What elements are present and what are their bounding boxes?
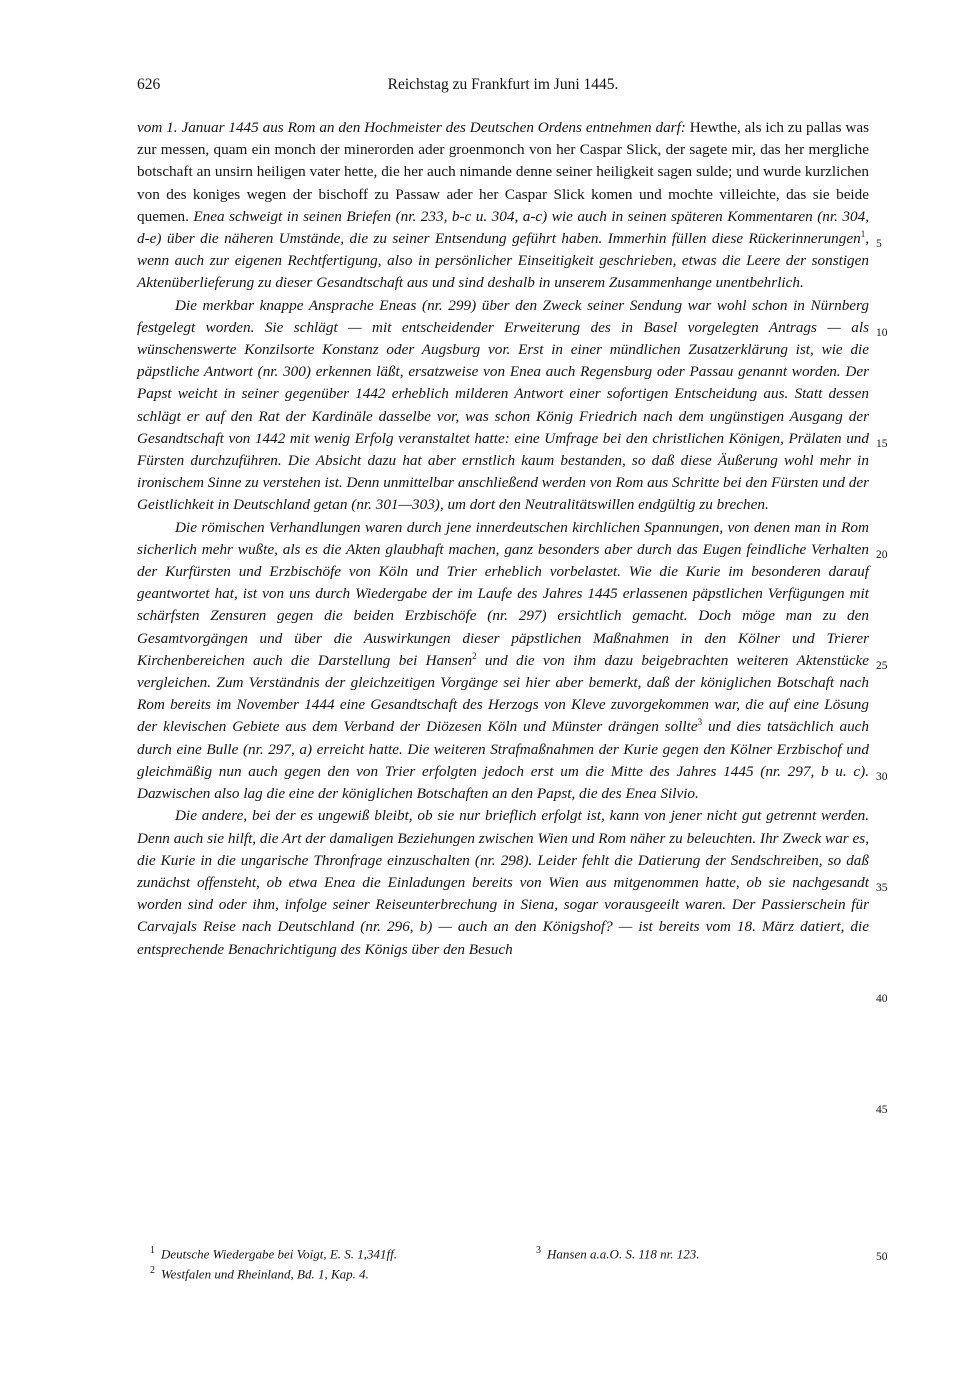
- line-number: 45: [876, 1104, 888, 1116]
- footnote-reference: 1: [860, 228, 866, 239]
- text-run: Die merkbar knappe Ansprache Eneas (nr. 299) über den Zweck seiner Sendung war wohl schon in Nürnberg festgelegt worden. Sie schlägt — mit entscheidender Erweiterung des in Basel vorgelegten Antrags — als wünschenswerte Konzilsorte Konstanz oder Augsburg vor. Erst in einer mündlichen Zusatzerklärung ist, wie die päpstliche Antwort (nr. 300) erkennen läßt, ersatzweise von Enea auch Regensburg oder Passau genannt worden. Der Papst weicht in seiner gegenüber 1442 erheblich milderen Antwort einer sofortigen Entscheidung aus. Statt dessen schlägt er auf den Rat der Kardinäle dasselbe vor, was schon König Friedrich nach dem ungünstigen Ausgang der Gesandtschaft von 1442 mit wenig Erfolg veranstaltet hatte: eine Umfrage bei den christlichen Königen, Prälaten und Fürsten durchzuführen. Die Absicht dazu hat aber ernstlich kaum bestanden, so daß diese Äußerung wohl mehr in ironischem Sinne zu verstehen ist. Denn unmittelbar anschließend werden von Rom aus Schritte bei den Fürsten und der Geistlichkeit in Deutschland getan (nr. 301—303), um dort den Neutralitätswillen endgültig zu brechen.: [137, 296, 869, 514]
- footnote-text: Hansen a.a.O. S. 118 nr. 123.: [547, 1246, 700, 1262]
- footnote-text: Westfalen und Rheinland, Bd. 1, Kap. 4.: [161, 1266, 369, 1282]
- line-number: 5: [876, 238, 882, 250]
- page-number: 626: [137, 76, 161, 93]
- text-run: Hewthe, als ich zu pallas was zur messen, quam ein monch der minerorden ader groenmonch von her Caspar Slick, der sagete mir, das her mergliche botschaft an unsirn heiligen vater hette, die her auch nimande denne seiner heiligkeit sagen sulde; und wurde kurzlichen von des koniges wegen der bischoff zu Passaw ader her Caspar Slick komen und mochte villeichte, das sie beide quemen.: [137, 119, 869, 225]
- footnote-reference: 3: [697, 717, 703, 728]
- text-run: , wenn auch zur eigenen Rechtfertigung, also in persönlicher Einseitigkeit geschrieben, etwas die Leere der sonstigen Aktenüberlieferung zu dieser Gesandtschaft aus und sind deshalb in unserem Zusammenhange unentbehrlich.: [137, 230, 869, 292]
- paragraph: [137, 117, 869, 295]
- line-number: 30: [876, 771, 888, 783]
- footnote-number: 2: [150, 1265, 155, 1276]
- running-header: [137, 76, 869, 100]
- line-number: 10: [876, 327, 888, 339]
- footnote-number: 1: [150, 1245, 155, 1256]
- running-title: Reichstag zu Frankfurt im Juni 1445.: [387, 76, 619, 93]
- text-run: Enea schweigt in seinen Briefen (nr. 233, b-c u. 304, a-c) wie auch in seinen späteren Kommentaren (nr. 304, d-e) über die näheren Umstände, die zu seiner Entsendung geführt haben. Immerhin füllen diese Rückerinnerungen: [137, 207, 870, 248]
- paragraph: [137, 517, 869, 806]
- text-run: vom 1. Januar 1445 aus Rom an den Hochmeister des Deutschen Ordens entnehmen darf:: [137, 119, 690, 136]
- text-run: Die andere, bei der es ungewiß bleibt, ob sie nur brieflich erfolgt ist, kann von jener nicht gut getrennt werden. Denn auch sie hilft, die Art der damaligen Beziehungen zwischen Wien und Rom näher zu beleuchten. Ihr Zweck war es, die Kurie in die ungarische Thronfrage einzuschalten (nr. 298). Leider fehlt die Datierung der Sendschreiben, so daß zunächst offensteht, ob etwa Enea die Einladungen bereits von Wien aus mitgenommen hatte, ob sie nachgesandt worden sind oder ihm, infolge seiner Reiseunterbrechung in Siena, sogar vorausgeeilt waren. Der Passierschein für Carvajals Reise nach Deutschland (nr. 296, b) — auch an den Königshof? — ist bereits vom 18. März datiert, die entsprechende Benachrichtigung des Königs über den Besuch: [137, 807, 869, 958]
- line-number: 35: [876, 882, 888, 894]
- paragraph: [137, 805, 869, 960]
- line-number: 40: [876, 993, 888, 1005]
- footnote-text: Deutsche Wiedergabe bei Voigt, E. S. 1,341ff.: [161, 1246, 397, 1262]
- text-run: und dies tatsächlich auch durch eine Bulle (nr. 297, a) erreicht hatte. Die weiteren Strafmaßnahmen der Kurie gegen den Kölner Erzbischof und gleichmäßig nun auch gegen den von Trier erfolgten jedoch erst um die Mitte des Jahres 1445 (nr. 297, b u. c). Dazwischen also lag die eine der königlichen Botschaften an den Papst, die des Enea Silvio.: [137, 718, 869, 803]
- line-number: 20: [876, 549, 888, 561]
- line-number: 15: [876, 438, 888, 450]
- text-run: und die von ihm dazu beigebrachten weiteren Aktenstücke vergleichen. Zum Verständnis der gleichzeitigen Vorgänge sei hier aber bemerkt, daß der königlichen Botschaft nach Rom bereits im November 1444 eine Gesandtschaft des Herzogs von Kleve zuvorgekommen war, die auf eine Lösung der klevischen Gebiete aus dem Verband der Diözesen Köln und Münster drängen sollte: [137, 651, 869, 736]
- line-number: 50: [876, 1251, 888, 1263]
- footnote: [150, 1261, 369, 1284]
- footnote-reference: 2: [472, 650, 477, 661]
- text-run: Die römischen Verhandlungen waren durch jene innerdeutschen kirchlichen Spannungen, von denen man in Rom sicherlich mehr wußte, als es die Akten glaubhaft machen, ganz besonders aber durch das Eugen feindliche Verhalten der Kurfürsten und Erzbischöfe von Köln und Trier erheblich vorbelastet. Wie die Kurie im besonderen darauf geantwortet hat, ist von uns durch Wiedergabe der im Laufe des Jahres 1445 erlassenen päpstlichen Verfügungen mit schärfsten Zensuren gegen die beiden Erzbischöfe (nr. 297) ersichtlich gemacht. Doch möge man zu den Gesamtvorgängen und über die Auswirkungen dieser päpstlichen Maßnahmen in den Kölner und Trierer Kirchenbereichen auch die Darstellung bei Hansen: [137, 518, 869, 669]
- footnote-number: 3: [536, 1245, 541, 1256]
- paragraph: [137, 295, 869, 517]
- line-number: 25: [876, 660, 888, 672]
- footnote: [536, 1241, 700, 1264]
- body-text: [137, 117, 869, 961]
